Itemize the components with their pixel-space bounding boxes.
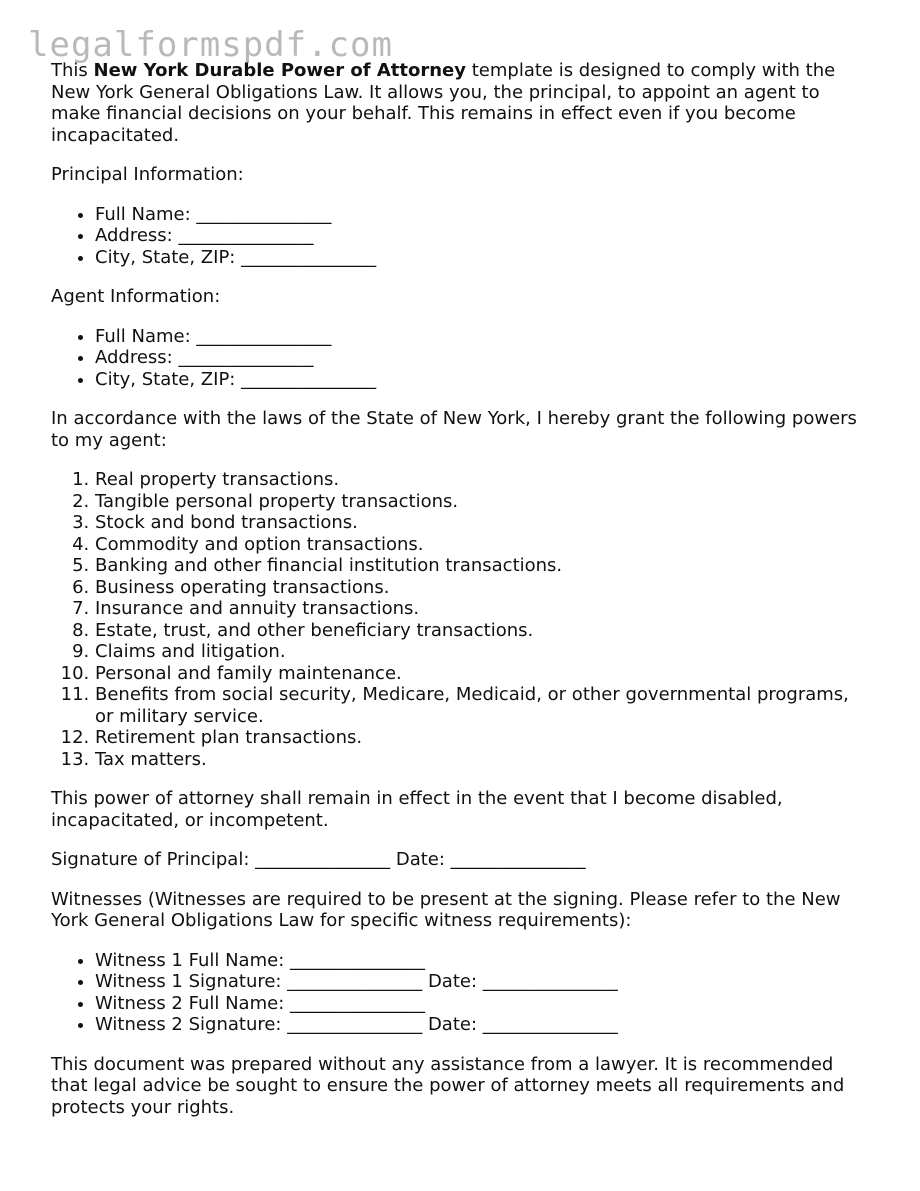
agent-full-name-field: • Full Name: _______________ bbox=[95, 326, 871, 348]
disclaimer-paragraph: This document was prepared without any assistance from a lawyer. It is recommended that legal advice be sought to ensure the power of attorney meets all requirements and protects your rights. bbox=[51, 1053, 845, 1118]
witness-1-signature-field: • Witness 1 Signature: _______________ Date: _______________ bbox=[95, 971, 871, 993]
power-item: 3. Stock and bond transactions. bbox=[95, 512, 871, 534]
power-item: 11. Benefits from social security, Medicare, Medicaid, or other governmental programs, or military service. bbox=[95, 684, 871, 727]
watermark: legalformspdf.com bbox=[28, 25, 393, 65]
principal-fields bbox=[51, 204, 871, 269]
document-body bbox=[51, 60, 871, 1136]
durability-paragraph: This power of attorney shall remain in effect in the event that I become disabled, incapacitated, or incompetent. bbox=[51, 788, 783, 831]
agent-heading: Agent Information: bbox=[51, 286, 221, 307]
intro-bold-title: New York Durable Power of Attorney bbox=[93, 60, 466, 81]
witnesses-heading: Witnesses (Witnesses are required to be present at the signing. Please refer to the New York General Obligations Law for specific witness requirements): bbox=[51, 888, 841, 931]
powers-list bbox=[51, 469, 871, 770]
intro-after: template is designed to comply with the New York General Obligations Law. It allows you, the principal, to appoint an agent to make financial decisions on your behalf. This remains in effect even if you become incapacitated. bbox=[51, 60, 836, 146]
principal-address-field: • Address: _______________ bbox=[95, 225, 871, 247]
principal-city-state-zip-field: • City, State, ZIP: _______________ bbox=[95, 247, 871, 269]
agent-city-state-zip-field: • City, State, ZIP: _______________ bbox=[95, 369, 871, 391]
principal-signature-line: Signature of Principal: _______________ Date: _______________ bbox=[51, 849, 586, 870]
witness-1-name-field: • Witness 1 Full Name: _______________ bbox=[95, 950, 871, 972]
witness-2-name-field: • Witness 2 Full Name: _______________ bbox=[95, 993, 871, 1015]
grant-paragraph: In accordance with the laws of the State of New York, I hereby grant the following powers to my agent: bbox=[51, 408, 857, 451]
intro-before: This bbox=[51, 60, 94, 81]
power-item: 9. Claims and litigation. bbox=[95, 641, 871, 663]
principal-full-name-field: • Full Name: _______________ bbox=[95, 204, 871, 226]
power-item: 8. Estate, trust, and other beneficiary transactions. bbox=[95, 620, 871, 642]
power-item: 6. Business operating transactions. bbox=[95, 577, 871, 599]
power-item: 13. Tax matters. bbox=[95, 749, 871, 771]
power-item: 4. Commodity and option transactions. bbox=[95, 534, 871, 556]
witness-2-signature-field: • Witness 2 Signature: _______________ Date: _______________ bbox=[95, 1014, 871, 1036]
power-item: 12. Retirement plan transactions. bbox=[95, 727, 871, 749]
power-item: 10. Personal and family maintenance. bbox=[95, 663, 871, 685]
power-item: 5. Banking and other financial institution transactions. bbox=[95, 555, 871, 577]
power-item: 1. Real property transactions. bbox=[95, 469, 871, 491]
principal-heading: Principal Information: bbox=[51, 164, 244, 185]
intro-paragraph bbox=[51, 60, 871, 146]
witness-fields bbox=[51, 950, 871, 1036]
power-item: 7. Insurance and annuity transactions. bbox=[95, 598, 871, 620]
power-item: 2. Tangible personal property transactions. bbox=[95, 491, 871, 513]
agent-address-field: • Address: _______________ bbox=[95, 347, 871, 369]
agent-fields bbox=[51, 326, 871, 391]
